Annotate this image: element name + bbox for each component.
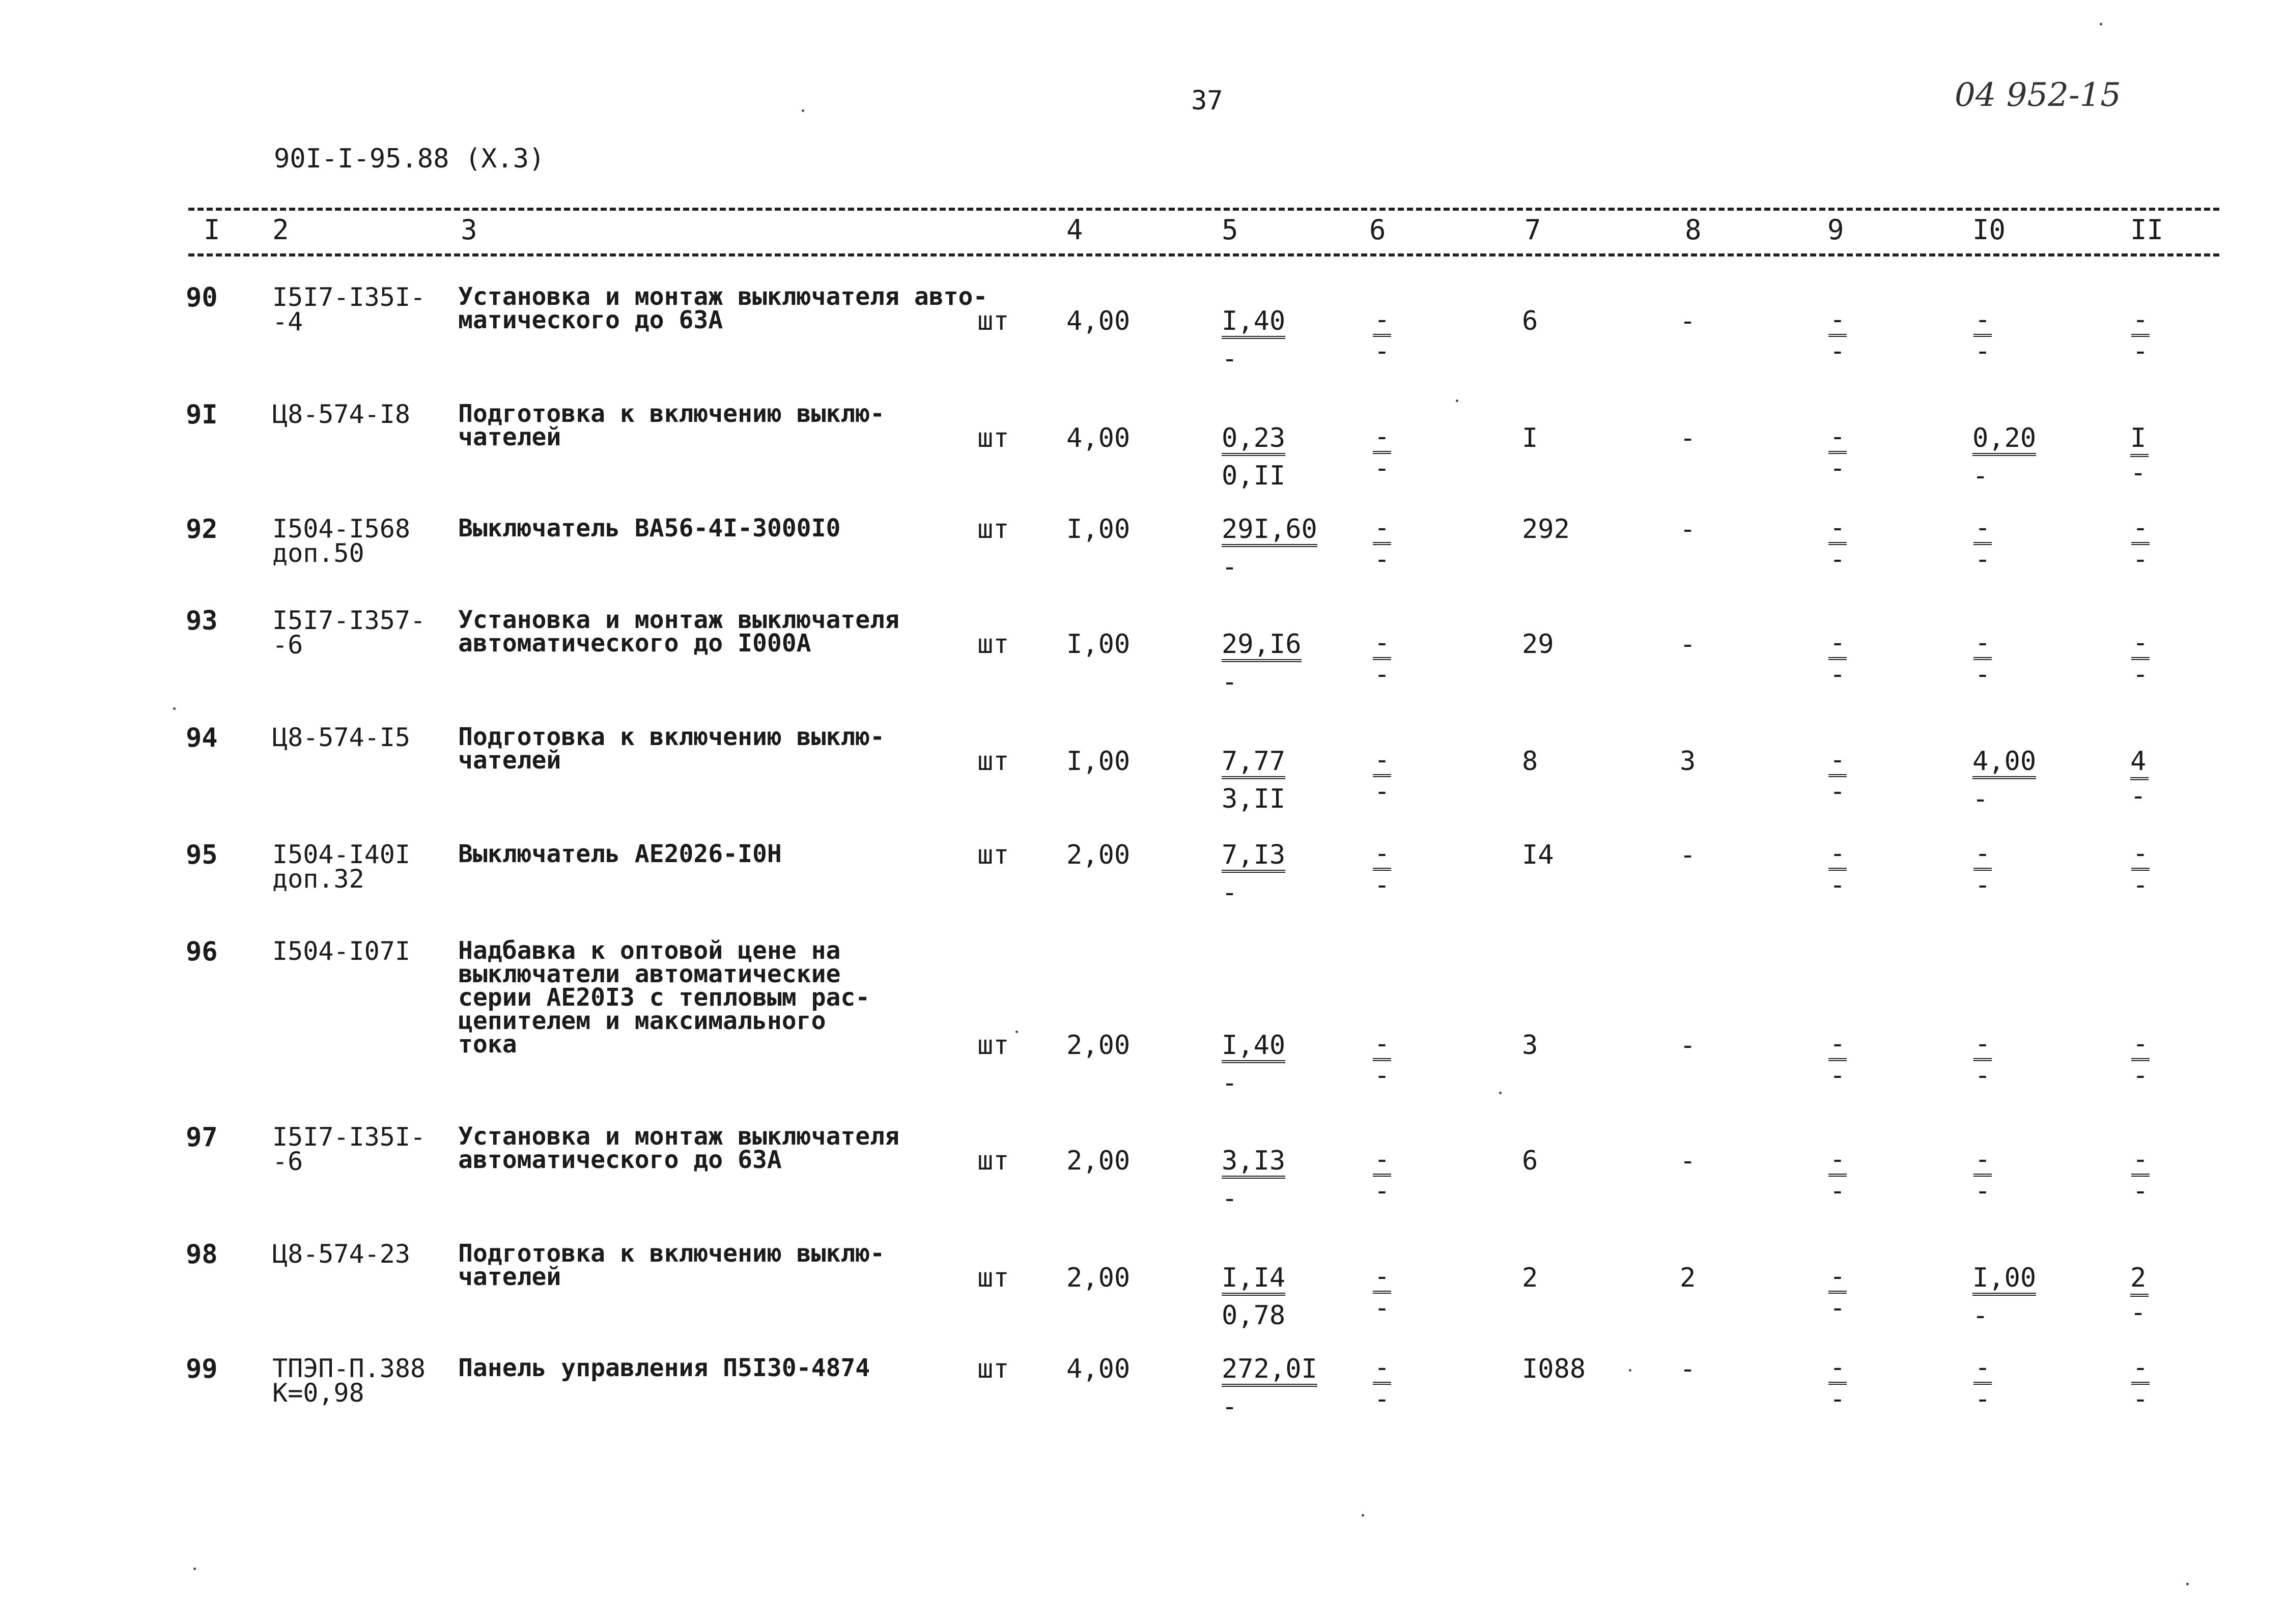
col10-mark	[1972, 838, 1993, 900]
dash-mark: -	[2130, 781, 2147, 811]
unit-cost-wages: -	[1222, 1068, 1238, 1098]
col6-mark	[1372, 1352, 1392, 1414]
item-name-line: цепителем и максимального	[458, 1007, 826, 1035]
header-bottom-rule	[188, 253, 2219, 257]
dash-mark: -	[1374, 1293, 1390, 1323]
item-name	[458, 1239, 885, 1291]
dash-mark: -	[1829, 336, 1846, 366]
archive-mark: 04 952-15	[1955, 76, 2121, 114]
unit-cost	[1222, 1146, 1286, 1214]
total-cost: I	[1522, 423, 1538, 453]
item-code	[272, 400, 410, 429]
unit-cost	[1222, 514, 1317, 582]
column-header: 9	[1827, 214, 1844, 246]
scan-speck	[1362, 1514, 1364, 1517]
unit-cost-wages: -	[1222, 667, 1238, 697]
quantity: 2,00	[1066, 1146, 1131, 1176]
dash-mark: -	[1374, 544, 1390, 575]
col9-mark	[1827, 421, 1848, 483]
col11-number: 2	[2130, 1263, 2147, 1293]
row-number: 99	[186, 1354, 218, 1384]
row-number: 98	[186, 1239, 218, 1270]
item-code-line: -6	[272, 1147, 303, 1176]
dash-mark: -	[2132, 628, 2149, 658]
total-cost: 29	[1522, 629, 1554, 660]
row-number: 92	[186, 514, 218, 545]
item-code	[272, 282, 426, 336]
item-code-line: -6	[272, 630, 303, 660]
col11-mark	[2130, 628, 2151, 690]
item-name-line: чателей	[458, 1263, 561, 1291]
item-name	[458, 723, 885, 775]
total-cost: 8	[1522, 746, 1538, 777]
row-number: 94	[186, 723, 218, 753]
column-header: 8	[1685, 214, 1702, 246]
dash-mark: -	[2132, 1384, 2149, 1414]
col6-mark	[1372, 745, 1392, 807]
col11-mark	[2130, 1144, 2151, 1206]
dash-mark: -	[2132, 512, 2149, 543]
item-name-line: Панель управления П5I30-4874	[458, 1354, 870, 1382]
unit: шт	[977, 306, 1009, 336]
dash-mark: -	[1974, 838, 1991, 869]
item-code-line: I5I7-I35I-	[272, 1122, 426, 1152]
quantity: 2,00	[1066, 1030, 1131, 1061]
col11-value	[2130, 425, 2149, 486]
item-name	[458, 402, 885, 449]
item-name	[458, 936, 870, 1059]
dash-mark: -	[1829, 659, 1846, 690]
column-header: 3	[461, 214, 477, 246]
dash-mark: -	[2132, 336, 2149, 366]
scan-speck	[173, 707, 176, 710]
col9-mark	[1827, 1352, 1848, 1414]
col9-mark	[1827, 1029, 1848, 1091]
item-code-line: Ц8-574-I5	[272, 723, 410, 752]
item-code-line: I504-I07I	[272, 936, 410, 966]
row-number: 97	[186, 1122, 218, 1153]
dash-mark: -	[1374, 421, 1390, 452]
column-header: II	[2130, 214, 2164, 246]
dash-mark: -	[1974, 336, 1991, 366]
col8-value: -	[1680, 629, 1696, 660]
col6-mark	[1372, 1261, 1392, 1323]
item-code-line: I504-I40I	[272, 840, 410, 869]
dash-mark: -	[2132, 1060, 2149, 1091]
row-number: 95	[186, 840, 218, 870]
unit-cost	[1222, 1263, 1286, 1331]
row-number: 96	[186, 936, 218, 967]
item-code	[272, 1239, 410, 1269]
dash-mark: -	[1974, 628, 1991, 658]
dash-mark: -	[2132, 870, 2149, 900]
col6-mark	[1372, 512, 1392, 575]
item-name-line: автоматического до 63А	[458, 1146, 782, 1174]
col10-number: 0,20	[1972, 425, 2036, 456]
unit-cost-total: 0,23	[1222, 425, 1285, 456]
col11-mark	[2130, 1352, 2151, 1414]
col11-number: I	[2130, 423, 2147, 453]
quantity: 4,00	[1066, 306, 1131, 336]
unit-cost	[1222, 840, 1286, 908]
item-name-line: Установка и монтаж выключателя	[458, 606, 899, 634]
item-name-line: чателей	[458, 423, 561, 451]
unit-cost-wages: -	[1222, 344, 1238, 374]
item-code	[272, 1354, 426, 1408]
col10-mark	[1972, 1029, 1993, 1091]
dash-mark: -	[1829, 1176, 1846, 1206]
row-number: 93	[186, 606, 218, 636]
item-code-line: I5I7-I357-	[272, 606, 426, 635]
header-top-rule	[188, 208, 2219, 211]
col8-value: -	[1680, 840, 1696, 870]
col10-mark	[1972, 1352, 1993, 1414]
dash-mark: -	[1374, 1029, 1390, 1059]
total-cost: I088	[1522, 1354, 1586, 1384]
unit-cost-total: 7,77	[1222, 749, 1285, 779]
dash-mark: -	[2132, 304, 2149, 335]
col8-value: -	[1680, 306, 1696, 336]
dash-mark: -	[2132, 1352, 2149, 1383]
dash-mark: -	[1972, 461, 1989, 491]
scan-speck	[1456, 400, 1458, 402]
item-name-line: Подготовка к включению выклю-	[458, 723, 885, 751]
dash-mark: -	[1829, 1352, 1846, 1383]
dash-mark: -	[1374, 512, 1390, 543]
double-rule	[2130, 777, 2149, 780]
dash-mark: -	[1374, 1176, 1390, 1206]
dash-mark: -	[1374, 1384, 1390, 1414]
dash-mark: -	[1374, 1261, 1390, 1292]
item-code-line: Ц8-574-I8	[272, 400, 410, 429]
unit-cost-wages: -	[1222, 552, 1238, 582]
dash-mark: -	[1374, 870, 1390, 900]
col8-value: -	[1680, 1030, 1696, 1061]
col8-value: 3	[1680, 746, 1696, 777]
dash-mark: -	[1829, 1060, 1846, 1091]
item-code-line: К=0,98	[272, 1378, 364, 1408]
scan-speck	[2186, 1583, 2189, 1585]
total-cost: 6	[1522, 1146, 1538, 1176]
item-code-line: доп.32	[272, 864, 364, 894]
dash-mark: -	[1972, 1300, 1989, 1331]
unit-cost-total: 7,I3	[1222, 842, 1285, 873]
dash-mark: -	[2132, 1144, 2149, 1175]
col11-mark	[2130, 1029, 2151, 1091]
col6-mark	[1372, 628, 1392, 690]
col8-value: 2	[1680, 1263, 1696, 1293]
item-name	[458, 282, 988, 334]
col6-mark	[1372, 421, 1392, 483]
dash-mark: -	[1374, 1352, 1390, 1383]
item-name-line: Надбавка к оптовой цене на	[458, 936, 841, 965]
col6-mark	[1372, 1029, 1392, 1091]
unit-cost-wages: -	[1222, 877, 1238, 908]
col11-value	[2130, 1263, 2149, 1328]
unit-cost-total: I,40	[1222, 308, 1285, 339]
unit-cost-wages: 3,II	[1222, 784, 1286, 814]
col6-mark	[1372, 1144, 1392, 1206]
dash-mark: -	[2132, 659, 2149, 690]
item-code	[272, 514, 410, 568]
unit: шт	[977, 1030, 1009, 1061]
unit: шт	[977, 746, 1009, 777]
dash-mark: -	[1974, 1384, 1991, 1414]
unit: шт	[977, 840, 1009, 870]
dash-mark: -	[1974, 1352, 1991, 1383]
unit: шт	[977, 514, 1009, 545]
dash-mark: -	[1829, 1384, 1846, 1414]
unit-cost	[1222, 629, 1302, 697]
col10-mark	[1972, 1144, 1993, 1206]
dash-mark: -	[1829, 1293, 1846, 1323]
dash-mark: -	[1974, 1144, 1991, 1175]
col8-value: -	[1680, 423, 1696, 453]
dash-mark: -	[1829, 544, 1846, 575]
column-header: 4	[1066, 214, 1083, 246]
dash-mark: -	[2130, 1297, 2147, 1328]
item-name-line: автоматического до I000А	[458, 629, 811, 658]
column-header: I0	[1972, 214, 2006, 246]
col11-mark	[2130, 304, 2151, 366]
item-name	[458, 1122, 899, 1174]
total-cost: 292	[1522, 514, 1570, 545]
col6-mark	[1372, 304, 1392, 366]
col9-mark	[1827, 512, 1848, 575]
col9-mark	[1827, 838, 1848, 900]
item-code-line: ТПЭП-П.388	[272, 1354, 426, 1383]
item-code	[272, 936, 410, 966]
item-name-line: матического до 63А	[458, 306, 723, 334]
col8-value: -	[1680, 1354, 1696, 1384]
dash-mark: -	[1374, 628, 1390, 658]
item-name-line: Подготовка к включению выклю-	[458, 1239, 885, 1268]
unit-cost-total: 29,I6	[1222, 632, 1302, 662]
quantity: I,00	[1066, 514, 1131, 545]
dash-mark: -	[1974, 1176, 1991, 1206]
item-name	[458, 1356, 870, 1380]
dash-mark: -	[1974, 870, 1991, 900]
unit-cost-total: 29I,60	[1222, 517, 1317, 547]
unit-cost	[1222, 1030, 1286, 1098]
dash-mark: -	[1974, 1029, 1991, 1059]
col10-number: I,00	[1972, 1265, 2036, 1296]
item-code	[272, 840, 410, 894]
item-name-line: чателей	[458, 746, 561, 775]
col10-value	[1972, 746, 2037, 814]
dash-mark: -	[1374, 776, 1390, 807]
dash-mark: -	[1829, 745, 1846, 775]
dash-mark: -	[1374, 1060, 1390, 1091]
col11-value	[2130, 746, 2149, 811]
col9-mark	[1827, 745, 1848, 807]
unit: шт	[977, 629, 1009, 660]
scan-speck	[1499, 1092, 1502, 1094]
item-name	[458, 606, 899, 658]
row-number: 9I	[186, 400, 218, 430]
unit-cost-total: I,I4	[1222, 1265, 1285, 1296]
unit-cost	[1222, 746, 1286, 814]
scan-speck	[193, 1568, 196, 1570]
dash-mark: -	[1829, 838, 1846, 869]
unit: шт	[977, 1263, 1009, 1293]
dash-mark: -	[1829, 628, 1846, 658]
dash-mark: -	[2132, 1176, 2149, 1206]
column-header: I	[204, 214, 220, 246]
quantity: 4,00	[1066, 1354, 1131, 1384]
dash-mark: -	[2130, 458, 2147, 488]
item-code-line: I504-I568	[272, 514, 410, 544]
col10-value	[1972, 425, 2036, 489]
column-header: 7	[1525, 214, 1541, 246]
document-code: 90I-I-95.88 (X.3)	[274, 144, 545, 174]
column-header: 6	[1369, 214, 1386, 246]
col9-mark	[1827, 1261, 1848, 1323]
item-name-line: выключатели автоматические	[458, 960, 841, 988]
dash-mark: -	[1829, 304, 1846, 335]
col10-mark	[1972, 628, 1993, 690]
unit: шт	[977, 1354, 1009, 1384]
dash-mark: -	[1974, 512, 1991, 543]
item-code-line: Ц8-574-23	[272, 1239, 410, 1269]
unit-cost	[1222, 425, 1285, 489]
quantity: I,00	[1066, 746, 1131, 777]
unit-cost-wages: -	[1222, 1391, 1238, 1422]
item-code-line: доп.50	[272, 538, 364, 568]
dash-mark: -	[1829, 776, 1846, 807]
item-code-line: -4	[272, 307, 303, 336]
col8-value: -	[1680, 514, 1696, 545]
dash-mark: -	[1829, 1144, 1846, 1175]
item-name-line: Установка и монтаж выключателя авто-	[458, 282, 988, 311]
item-code-line: I5I7-I35I-	[272, 282, 426, 312]
item-name	[458, 842, 782, 866]
quantity: 2,00	[1066, 1263, 1131, 1293]
quantity: I,00	[1066, 629, 1131, 660]
row-number: 90	[186, 282, 218, 313]
col10-value	[1972, 1263, 2037, 1331]
page-number: 37	[1191, 86, 1223, 116]
scan-speck	[1629, 1369, 1631, 1372]
total-cost: 2	[1522, 1263, 1538, 1293]
total-cost: 6	[1522, 306, 1538, 336]
dash-mark: -	[1974, 544, 1991, 575]
dash-mark: -	[1829, 453, 1846, 483]
item-name-line: Установка и монтаж выключателя	[458, 1122, 899, 1151]
item-name	[458, 514, 841, 543]
dash-mark: -	[1374, 659, 1390, 690]
unit-cost-wages: 0,78	[1222, 1300, 1286, 1331]
quantity: 4,00	[1066, 423, 1131, 453]
unit-cost-total: I,40	[1222, 1033, 1285, 1063]
unit: шт	[977, 1146, 1009, 1176]
dash-mark: -	[1829, 512, 1846, 543]
dash-mark: -	[1972, 784, 1989, 814]
item-name-line: Выключатель АЕ2026-I0Н	[458, 840, 782, 868]
item-name-line: тока	[458, 1030, 517, 1059]
dash-mark: -	[1374, 838, 1390, 869]
unit-cost-wages: -	[1222, 1183, 1238, 1214]
unit: шт	[977, 423, 1009, 453]
dash-mark: -	[1829, 870, 1846, 900]
col9-mark	[1827, 1144, 1848, 1206]
scan-speck	[802, 109, 804, 112]
dash-mark: -	[1374, 304, 1390, 335]
dash-mark: -	[1974, 304, 1991, 335]
dash-mark: -	[2132, 1029, 2149, 1059]
item-code	[272, 606, 426, 660]
dash-mark: -	[1974, 659, 1991, 690]
dash-mark: -	[1829, 421, 1846, 452]
quantity: 2,00	[1066, 840, 1131, 870]
scan-speck	[2100, 23, 2102, 25]
unit-cost-wages: 0,II	[1222, 461, 1286, 491]
unit-cost	[1222, 1354, 1317, 1422]
col11-number: 4	[2130, 746, 2147, 777]
column-header: 2	[272, 214, 289, 246]
col8-value: -	[1680, 1146, 1696, 1176]
scan-speck	[1015, 1031, 1018, 1033]
dash-mark: -	[1829, 1261, 1846, 1292]
total-cost: 3	[1522, 1030, 1538, 1061]
dash-mark: -	[1374, 336, 1390, 366]
col11-mark	[2130, 512, 2151, 575]
dash-mark: -	[1374, 1144, 1390, 1175]
dash-mark: -	[1374, 453, 1390, 483]
col9-mark	[1827, 628, 1848, 690]
col9-mark	[1827, 304, 1848, 366]
dash-mark: -	[2132, 544, 2149, 575]
item-name-line: Подготовка к включению выклю-	[458, 400, 885, 428]
dash-mark: -	[2132, 838, 2149, 869]
col11-mark	[2130, 838, 2151, 900]
item-name-line: серии АЕ20I3 с тепловым рас-	[458, 983, 870, 1012]
double-rule	[2130, 1294, 2149, 1297]
unit-cost	[1222, 308, 1285, 372]
double-rule	[2130, 454, 2149, 457]
total-cost: I4	[1522, 840, 1554, 870]
dash-mark: -	[1374, 745, 1390, 775]
column-header: 5	[1222, 214, 1238, 246]
item-code	[272, 1122, 426, 1176]
unit-cost-total: 3,I3	[1222, 1148, 1285, 1179]
unit-cost-total: 272,0I	[1222, 1356, 1317, 1387]
col10-mark	[1972, 304, 1993, 366]
col10-number: 4,00	[1972, 749, 2036, 779]
dash-mark: -	[1974, 1060, 1991, 1091]
dash-mark: -	[1829, 1029, 1846, 1059]
col6-mark	[1372, 838, 1392, 900]
col10-mark	[1972, 512, 1993, 575]
item-code	[272, 725, 410, 750]
item-name-line: Выключатель ВА56-4I-3000I0	[458, 514, 841, 543]
